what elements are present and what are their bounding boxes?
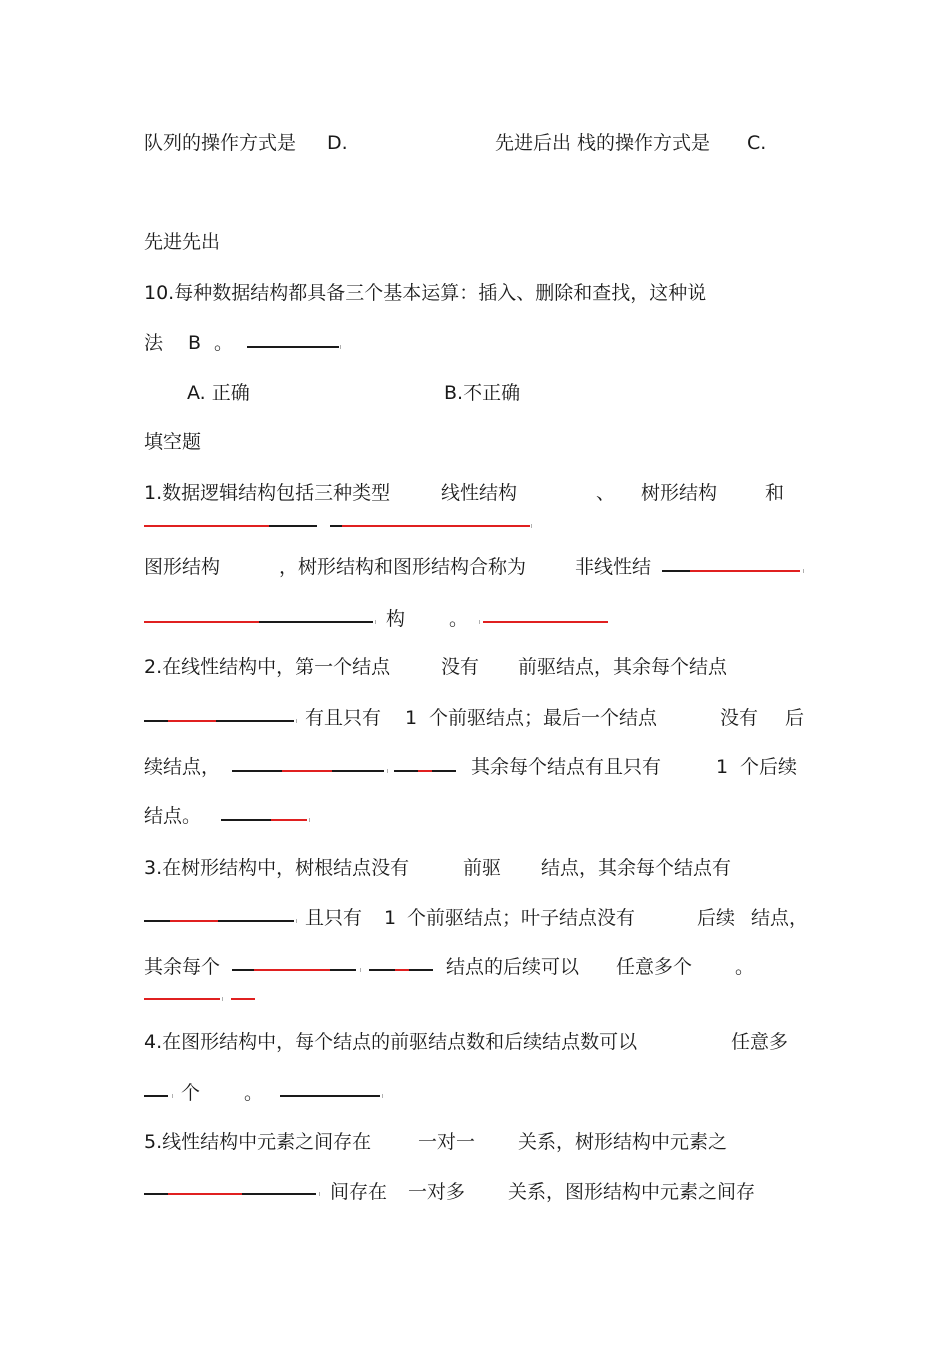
q2-blank-4-black	[221, 819, 271, 821]
q2-blank-1-black-end	[216, 720, 294, 722]
q3-end: 。	[735, 956, 755, 978]
q3-blank-2-black-end	[330, 969, 356, 971]
line1-text-c: 先进后出 栈的操作方式是	[495, 132, 711, 154]
q1-blank-3-black	[662, 570, 690, 572]
tick-mark	[531, 524, 532, 528]
option-b: B.不正确	[444, 382, 521, 404]
q4-blank-2-black	[280, 1095, 380, 1097]
q2-blank-2-black	[232, 770, 282, 772]
q1-answer-4b: 构	[386, 608, 406, 630]
q1-answer-1: 线性结构	[441, 482, 518, 504]
q2-mid-1: 有且只有	[305, 707, 382, 729]
q3-blank-4-red	[144, 998, 220, 1000]
q5-after-2: 关系，图形结构中元素之间存	[508, 1181, 756, 1203]
q2-after-3: 个后续	[740, 756, 798, 778]
q3-after-3: 结点，	[751, 907, 809, 929]
q3-after-2: 个前驱结点；叶子结点没有	[407, 907, 636, 929]
line1-answer-d: D.	[327, 132, 348, 154]
line1-text-a: 队列的操作方式是	[144, 132, 297, 154]
q5-answer-2: 一对多	[408, 1181, 466, 1203]
q1-blank-5-red	[483, 621, 608, 623]
q2-blank-2-red	[282, 770, 332, 772]
q3-blank-3-black-end	[409, 969, 433, 971]
q2-num-2: 1	[716, 756, 729, 778]
q3-after-1: 结点，其余每个结点有	[541, 857, 732, 879]
tick-mark	[803, 569, 804, 573]
q1-blank-2-red	[342, 525, 530, 527]
q2-end: 结点。	[144, 805, 202, 827]
q3-blank-2-black	[232, 969, 254, 971]
q2-answer-2: 没有	[720, 707, 759, 729]
tick-mark	[382, 1094, 383, 1098]
q5-blank-1-red	[168, 1193, 242, 1195]
tick-mark	[479, 620, 480, 624]
q3-blank-3-black	[369, 969, 395, 971]
q4-blank-1-black	[144, 1095, 168, 1097]
q2-answer-3a: 后	[785, 707, 805, 729]
option-a: A. 正确	[187, 382, 250, 404]
q10-cont: 法	[144, 332, 164, 354]
q2-num-1: 1	[405, 707, 418, 729]
q2-blank-1-red	[168, 720, 216, 722]
q10-blank-line	[247, 346, 339, 348]
line2-text: 先进先出	[144, 231, 221, 253]
tick-mark	[340, 345, 341, 349]
q3-text: 3.在树形结构中，树根结点没有	[144, 857, 410, 879]
q2-after-2: 个前驱结点；最后一个结点	[429, 707, 658, 729]
q1-text: 1.数据逻辑结构包括三种类型	[144, 482, 391, 504]
q3-blank-1-black	[144, 920, 170, 922]
q1-blank-4-black	[259, 621, 373, 623]
q10-end: 。	[214, 332, 234, 354]
q2-after-1: 前驱结点，其余每个结点	[518, 656, 728, 678]
q1-blank-3-red	[690, 570, 800, 572]
q4-answer-2: 个	[181, 1082, 201, 1104]
q4-answer-1: 任意多	[731, 1031, 789, 1053]
q5-answer-1: 一对一	[418, 1131, 476, 1153]
q2-blank-1-black	[144, 720, 168, 722]
q1-and: 和	[765, 482, 785, 504]
q1-answer-3: 图形结构	[144, 556, 221, 578]
q3-blank-1-black-end	[218, 920, 294, 922]
q10-text: 10.每种数据结构都具备三个基本运算：插入、删除和查找，这种说	[144, 282, 707, 304]
q2-text: 2.在线性结构中，第一个结点	[144, 656, 391, 678]
q3-mid-3: 结点的后续可以	[446, 956, 580, 978]
q2-answer-3b: 续结点，	[144, 756, 221, 778]
q1-sep: 、	[596, 482, 616, 504]
q4-end: 。	[244, 1082, 264, 1104]
q1-end: 。	[449, 608, 469, 630]
q3-num-1: 1	[384, 907, 397, 929]
q10-answer: B	[188, 332, 202, 354]
q2-blank-3-black-end	[432, 770, 456, 772]
tick-mark	[172, 1094, 173, 1098]
tick-mark	[296, 719, 297, 723]
q3-mid-1: 且只有	[305, 907, 363, 929]
q5-blank-1-black-end	[242, 1193, 316, 1195]
q2-answer-1: 没有	[441, 656, 480, 678]
q3-blank-5-red	[231, 998, 255, 1000]
q1-blank-4-red	[144, 621, 259, 623]
q1-blank-1-red	[144, 525, 269, 527]
q1-answer-2: 树形结构	[641, 482, 718, 504]
q3-answer-3: 任意多个	[616, 956, 693, 978]
q1-answer-4a: 非线性结	[575, 556, 652, 578]
tick-mark	[360, 968, 361, 972]
q5-text: 5.线性结构中元素之间存在	[144, 1131, 372, 1153]
tick-mark	[387, 769, 388, 773]
q2-blank-3-red	[418, 770, 432, 772]
tick-mark	[319, 1192, 320, 1196]
tick-mark	[309, 818, 310, 822]
q3-blank-3-red	[395, 969, 409, 971]
q3-blank-2-red	[254, 969, 330, 971]
q3-blank-1-red	[170, 920, 218, 922]
q1-mid: ，树形结构和图形结构合称为	[279, 556, 527, 578]
tick-mark	[375, 620, 376, 624]
q3-start-3: 其余每个	[144, 956, 221, 978]
q2-blank-4-red	[271, 819, 307, 821]
q4-text: 4.在图形结构中，每个结点的前驱结点数和后续结点数可以	[144, 1031, 638, 1053]
tick-mark	[296, 919, 297, 923]
q5-mid-1: 间存在	[330, 1181, 388, 1203]
q3-answer-1: 前驱	[463, 857, 502, 879]
section-heading: 填空题	[144, 431, 202, 453]
q5-blank-1-black	[144, 1193, 168, 1195]
q1-blank-2-black	[330, 525, 342, 527]
q2-blank-3-black	[394, 770, 418, 772]
q1-blank-1-black	[269, 525, 317, 527]
tick-mark	[222, 997, 223, 1001]
q3-answer-2: 后续	[697, 907, 736, 929]
q2-blank-2-black-end	[332, 770, 384, 772]
line1-answer-c: C.	[747, 132, 767, 154]
q2-mid-2: 其余每个结点有且只有	[471, 756, 662, 778]
q5-after-1: 关系，树形结构中元素之	[518, 1131, 728, 1153]
